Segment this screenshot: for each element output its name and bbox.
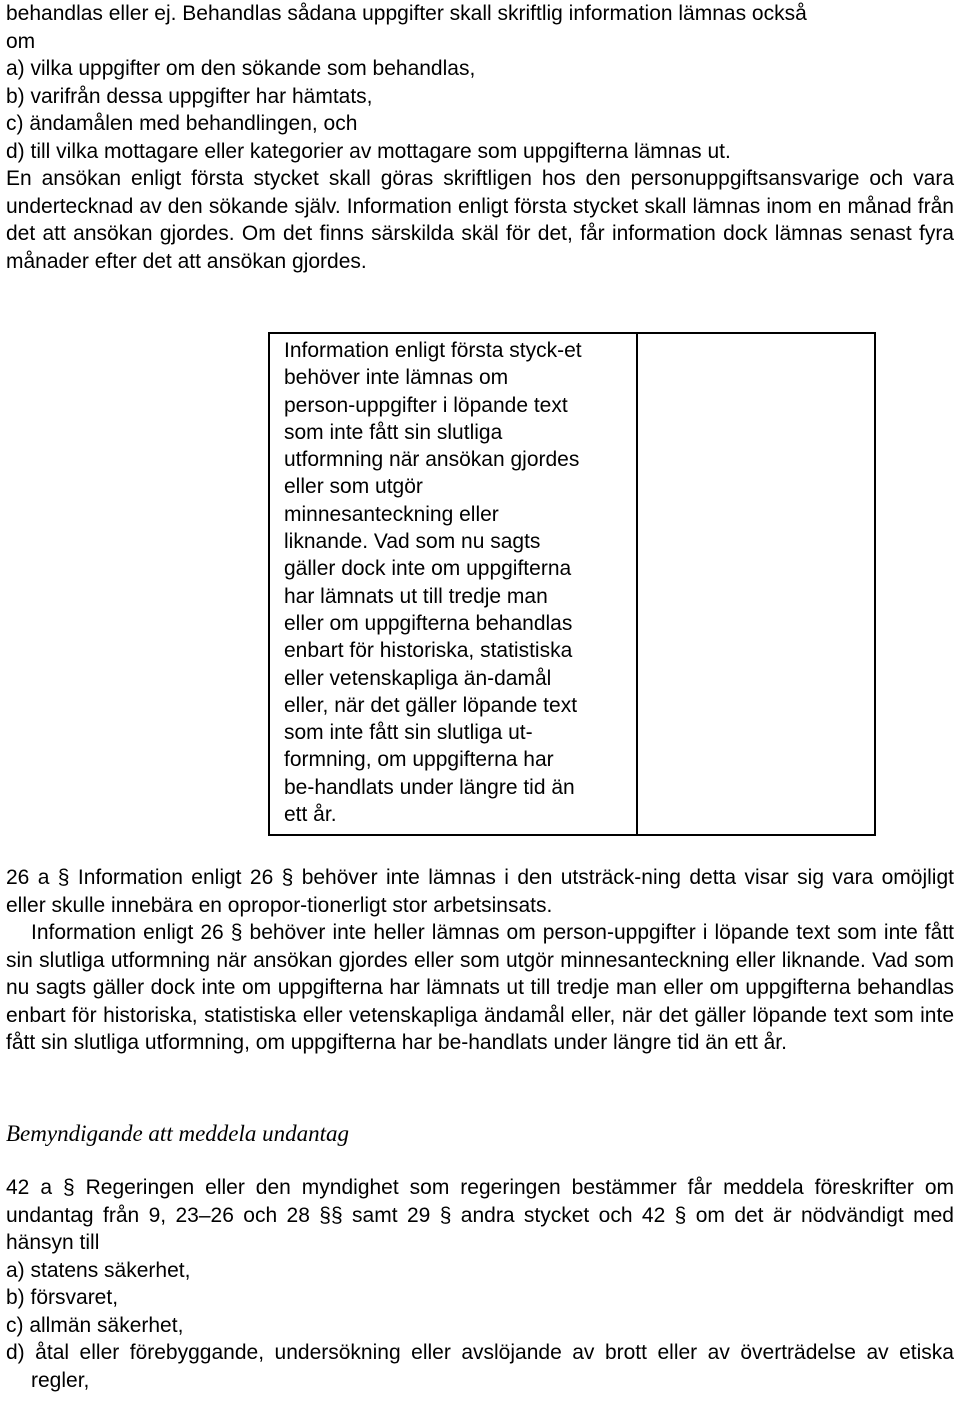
note-line: som inte fått sin slutliga (284, 420, 503, 444)
text-line: om (6, 29, 36, 53)
top-block (6, 0, 954, 275)
list-item: a) statens säkerhet, (6, 1258, 191, 1282)
note-line: utformning när ansökan gjordes (284, 448, 580, 472)
paragraph: 26 a § Information enligt 26 § behöver inte lämnas i den utsträck-ning detta visar sig vara omöjligt eller skulle innebära en opropor-tionerligt stor arbetsinsats. (6, 866, 954, 917)
paragraph: Information enligt 26 § behöver inte heller lämnas om person-uppgifter i löpande text som inte fått sin slutliga utformning när ansökan gjordes eller som utgör minnesanteckning eller liknande. Vad som nu sagts gäller dock inte om uppgifterna har lämnats ut till tredje man eller om uppgifterna behandlas enbart för historiska, statistiska eller vetenskapliga ändamål eller, när det gäller löpande text som inte fått sin slutliga utformning, om uppgifterna har be-handlats under längre tid än ett år. (6, 921, 954, 1054)
note-line: person-uppgifter i löpande text (284, 393, 568, 417)
note-line: eller som utgör (284, 475, 423, 499)
text-line: behandlas eller ej. Behandlas sådana uppgifter skall skriftlig information lämnas också (6, 2, 807, 25)
list-item: b) varifrån dessa uppgifter har hämtats, (6, 84, 373, 108)
note-cell (270, 334, 638, 834)
paragraph: 42 a § Regeringen eller den myndighet som regeringen bestämmer får meddela föreskrifter om undantag från 9, 23–26 och 28 §§ samt 29 § andra stycket och 42 § om det är nödvändigt med hänsyn till (6, 1176, 954, 1254)
section-42a (6, 1174, 954, 1394)
note-line: Information enligt första styck-et (284, 339, 582, 362)
note-line: enbart för historiska, statistiska (284, 639, 573, 663)
note-line: behöver inte lämnas om (284, 366, 509, 390)
note-line: eller om uppgifterna behandlas (284, 611, 573, 635)
note-line: eller vetenskapliga än-damål (284, 666, 552, 690)
list-item: c) ändamålen med behandlingen, och (6, 112, 358, 135)
note-line: eller, när det gäller löpande text (284, 693, 578, 717)
list-item: d) till vilka mottagare eller kategorier av mottagare som uppgifterna lämnas ut. (6, 139, 731, 163)
note-line: gäller dock inte om uppgifterna (284, 557, 572, 581)
note-line: formning, om uppgifterna har (284, 748, 554, 772)
note-line: som inte fått sin slutliga ut- (284, 721, 533, 745)
list-item: c) allmän säkerhet, (6, 1313, 184, 1337)
section-heading: Bemyndigande att meddela undantag (6, 1121, 350, 1146)
note-line: be-handlats under längre tid än (284, 775, 575, 799)
section-26a (6, 864, 954, 1057)
note-table (268, 332, 876, 836)
list-item: b) försvaret, (6, 1286, 119, 1309)
paragraph: En ansökan enligt första stycket skall göras skriftligen hos den personuppgiftsansvarige och vara undertecknad av den sökande själv. Information enligt första stycket skall lämnas inom en månad från det att ansökan gjordes. Om det finns särskilda skäl för det, får information dock lämnas senast fyra månader efter det att ansökan gjordes. (6, 167, 954, 273)
note-line: ett år. (284, 803, 337, 827)
note-line: liknande. Vad som nu sagts (284, 530, 541, 554)
note-line: har lämnats ut till tredje man (284, 584, 548, 608)
note-line: minnesanteckning eller (284, 502, 499, 526)
list-item: d) åtal eller förebyggande, undersökning eller avslöjande av brott eller av överträdelse av etiska regler, (6, 1341, 954, 1392)
list-item: a) vilka uppgifter om den sökande som behandlas, (6, 57, 476, 80)
